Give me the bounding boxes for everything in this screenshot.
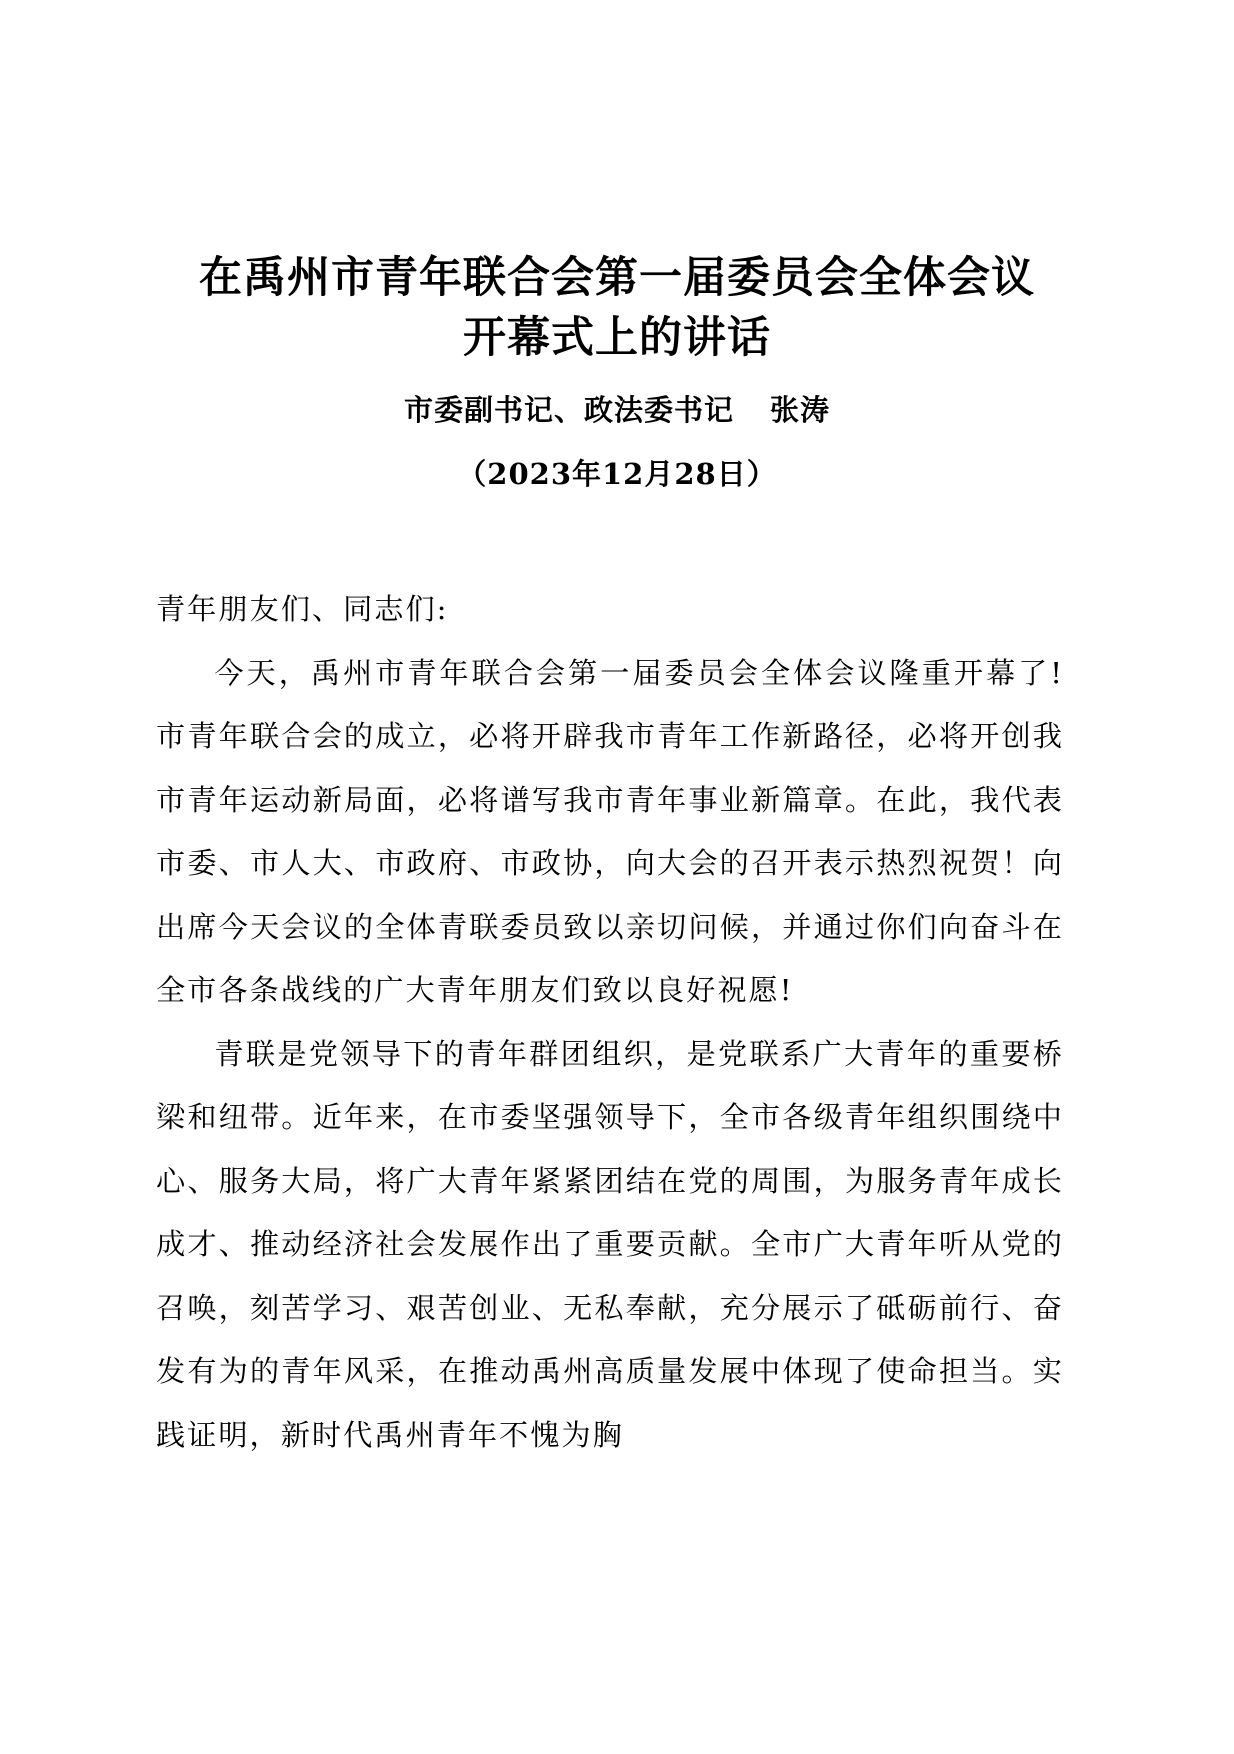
- paragraph-1: 今天，禹州市青年联合会第一届委员会全体会议隆重开幕了!市青年联合会的成立，必将开辟我市青年工作新路径，必将开创我市青年运动新局面，必将谱写我市青年事业新篇章。在此，我代表市委、市人大、市政府、市政协，向大会的召开表示热烈祝贺！向出席今天会议的全体青联委员致以亲切问候，并通过你们向奋斗在全市各条战线的广大青年朋友们致以良好祝愿!: [156, 655, 1064, 1007]
- document-title-line-1: 在禹州市青年联合会第一届委员会全体会议: [199, 253, 1035, 303]
- speech-date: （2023年12月28日）: [457, 457, 777, 491]
- speech-body: [156, 578, 1064, 1467]
- speaker-line: [0, 390, 1234, 430]
- salutation: 青年朋友们、同志们:: [156, 592, 449, 626]
- speaker-role: 市委副书记、政法委书记: [403, 393, 734, 427]
- speaker-name: 张涛: [770, 393, 831, 427]
- paragraph-2: 青联是党领导下的青年群团组织，是党联系广大青年的重要桥梁和纽带。近年来，在市委坚强领导下，全市各级青年组织围绕中心、服务大局，将广大青年紧紧团结在党的周围，为服务青年成长成才、推动经济社会发展作出了重要贡献。全市广大青年听从党的召唤，刻苦学习、艰苦创业、无私奉献，充分展示了砥砺前行、奋发有为的青年风采，在推动禹州高质量发展中体现了使命担当。实践证明，新时代禹州青年不愧为胸: [156, 1036, 1064, 1452]
- document-title-line-2: 开幕式上的讲话: [463, 313, 771, 363]
